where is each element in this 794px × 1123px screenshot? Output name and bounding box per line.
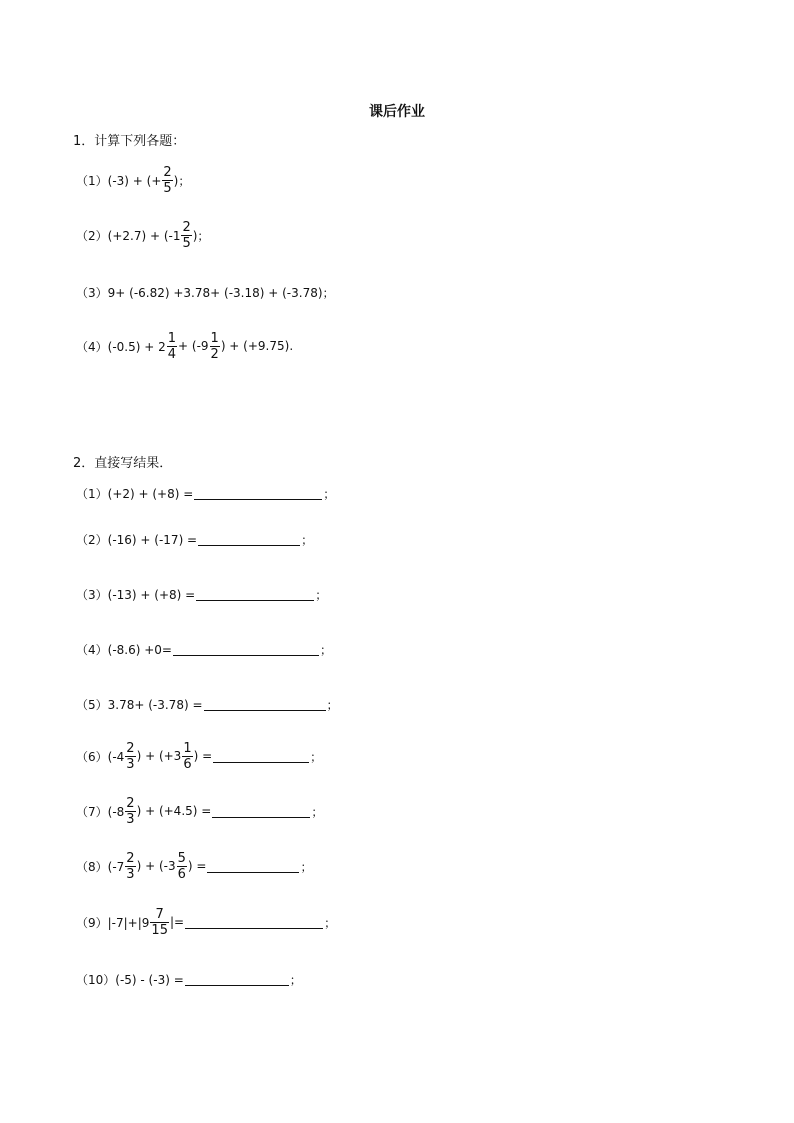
q2-item-8-text: （8）(-7: [76, 859, 125, 874]
fraction-denominator: 5: [163, 180, 172, 196]
q1-item-1: [76, 162, 190, 198]
answer-blank[interactable]: [194, 487, 322, 500]
answer-blank[interactable]: [207, 860, 299, 873]
q2-item-7-middle: ) + (+4.5) =: [136, 804, 212, 818]
fraction-denominator: 5: [182, 235, 191, 251]
q2-item-9-fraction: [150, 908, 169, 937]
q1-item-3-text: （3）9+ (-6.82) +3.78+ (-3.18) + (-3.78)；: [76, 285, 335, 300]
q2-item-4-end: ；: [319, 642, 332, 657]
q1-item-4-text: （4）(-0.5) + 2: [76, 339, 166, 354]
fraction-denominator: 3: [126, 756, 135, 772]
fraction-numerator: 2: [163, 164, 172, 180]
q1-item-1-fraction: [162, 166, 172, 195]
fraction-denominator: 3: [126, 811, 135, 827]
q2-item-10-end: ；: [289, 972, 302, 987]
q1-item-4-end: ) + (+9.75).: [220, 339, 294, 353]
fraction-denominator: 6: [183, 756, 192, 772]
q2-item-2-text: （2）(-16) + (-17) =: [76, 532, 198, 547]
q2-item-5-text: （5）3.78+ (-3.78) =: [76, 697, 203, 712]
q1-item-2-fraction: [181, 221, 191, 250]
q1-item-1-text: （1）(-3) + (+: [76, 173, 162, 188]
fraction-denominator: 3: [126, 866, 135, 882]
question-1-heading: 1．计算下列各题：: [73, 134, 186, 149]
q2-item-3: [76, 576, 327, 612]
fraction-numerator: 2: [126, 740, 135, 756]
q2-item-2: [76, 521, 313, 557]
q1-item-4: [76, 328, 293, 364]
fraction-numerator: 1: [183, 740, 192, 756]
q2-item-9-text: （9）|-7|+|9: [76, 915, 150, 930]
q2-item-1-text: （1）(+2) + (+8) =: [76, 486, 194, 501]
q2-item-4: [76, 631, 332, 667]
fraction-denominator: 6: [177, 866, 186, 882]
q2-item-3-text: （3）(-13) + (+8) =: [76, 587, 196, 602]
q2-item-9: [76, 904, 336, 940]
q2-item-1-end: ；: [323, 486, 336, 501]
fraction-numerator: 2: [182, 219, 191, 235]
fraction-numerator: 2: [126, 795, 135, 811]
q2-item-6-fraction-2: [182, 742, 192, 771]
q1-item-3: [76, 274, 335, 310]
q2-item-7-fraction: [125, 797, 135, 826]
fraction-denominator: 4: [167, 346, 177, 362]
answer-blank[interactable]: [196, 588, 314, 601]
q2-item-5-end: ；: [326, 697, 339, 712]
fraction-numerator: 5: [177, 850, 186, 866]
q1-item-2-end: )；: [192, 228, 210, 243]
page-title: 课后作业: [369, 104, 425, 120]
q2-item-6-middle: ) + (+3: [136, 749, 182, 763]
q1-item-4-middle: + (-9: [178, 339, 209, 353]
fraction-numerator: 1: [167, 330, 177, 346]
q2-item-10: [76, 961, 302, 997]
q1-item-2-text: （2）(+2.7) + (-1: [76, 228, 181, 243]
q2-item-7: [76, 793, 323, 829]
q2-item-6: [76, 738, 322, 774]
fraction-numerator: 1: [210, 330, 219, 346]
q2-item-4-text: （4）(-8.6) +0=: [76, 642, 172, 657]
answer-blank[interactable]: [173, 643, 319, 656]
q2-item-6-text: （6）(-4: [76, 749, 125, 764]
q2-item-3-end: ；: [315, 587, 328, 602]
q2-item-6-equals: ) =: [193, 749, 213, 763]
fraction-denominator: 15: [151, 922, 168, 938]
q2-item-9-middle: |=: [169, 915, 185, 929]
answer-blank[interactable]: [204, 698, 326, 711]
q2-item-6-fraction-1: [125, 742, 135, 771]
q2-item-8-middle: ) + (-3: [136, 859, 176, 873]
q2-item-6-end: ；: [310, 749, 323, 764]
answer-blank[interactable]: [213, 750, 309, 763]
answer-blank[interactable]: [212, 805, 310, 818]
q2-item-8-end: ；: [300, 859, 313, 874]
fraction-numerator: 7: [155, 906, 164, 922]
q2-item-9-end: ；: [324, 915, 337, 930]
q2-item-1: [76, 475, 335, 511]
q2-item-7-end: ；: [311, 804, 324, 819]
q2-item-10-text: （10）(-5) - (-3) =: [76, 972, 184, 987]
q2-item-8-fraction-1: [125, 852, 135, 881]
q1-item-2: [76, 217, 209, 253]
q2-item-2-end: ；: [301, 532, 314, 547]
answer-blank[interactable]: [185, 916, 323, 929]
q2-item-8-fraction-2: [177, 852, 187, 881]
fraction-denominator: 2: [210, 346, 219, 362]
q2-item-7-text: （7）(-8: [76, 804, 125, 819]
answer-blank[interactable]: [198, 533, 300, 546]
q1-item-4-fraction-1: [167, 332, 177, 361]
q2-item-8-equals: ) =: [187, 859, 207, 873]
answer-blank[interactable]: [185, 973, 289, 986]
fraction-numerator: 2: [126, 850, 135, 866]
question-2-heading: 2．直接写结果．: [73, 456, 173, 471]
q1-item-1-end: )；: [173, 173, 191, 188]
q1-item-4-fraction-2: [210, 332, 220, 361]
q2-item-8: [76, 848, 312, 884]
q2-item-5: [76, 686, 339, 722]
